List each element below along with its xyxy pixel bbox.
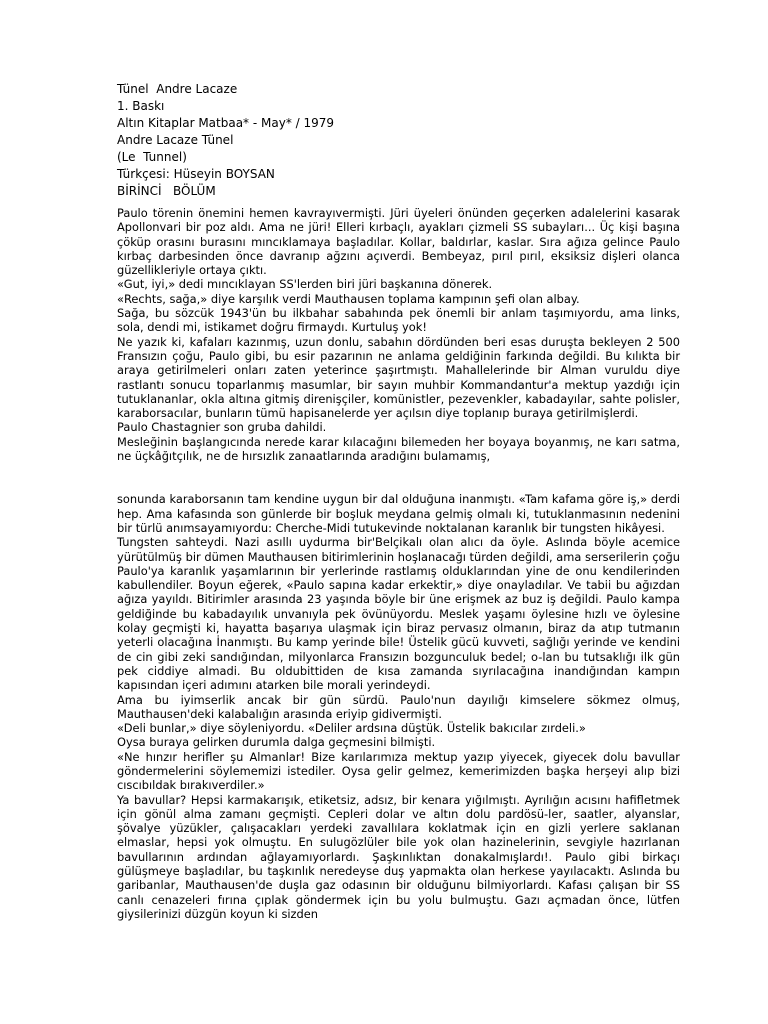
paragraph: «Deli bunlar,» diye söyleniyordu. «Deliler ardsına düştük. Üstelik bakıcılar zırdeli.» [117, 721, 586, 736]
paragraph: sonunda karaborsanın tam kendine uygun bir dal olduğuna inanmıştı. «Tam kafama göre iş,» derdi hep. Ama kafasında son günlerde bir boşluk meydana gelmiş olmalı ki, tutuklanmasının nedenini bir türlü anımsayamıyordu: Cherche-Midi tutukevinde noktalanan karanlık bir tungsten hikâyesi. [117, 492, 680, 535]
paragraph: «Gut, iyi,» dedi mıncıklayan SS'lerden biri jüri başkanına dönerek. [117, 277, 493, 292]
paragraph: Oysa buraya gelirken durumla dalga geçmesini bilmişti. [117, 735, 436, 750]
paragraph-gap [117, 463, 680, 492]
paragraph: Ne yazık ki, kafaları kazınmış, uzun donlu, sabahın dördünden beri esas duruşta bekleyen 2 500 Fransızın çoğu, Paulo gibi, bu esir pazarının ne anlama geldiğinin farkında değildi. Bu kılıkta bir araya getirilmeleri onları zaten yeterince şaşırtmıştı. Mahallelerinde bir Alman vuruldu diye rastlantı sonucu toparlanmış masumlar, bir sayın muhbir Kommandantur'a mektup yazdığı için tutuklananlar, okla altına gitmiş direnişçiler, komünistler, pezevenkler, kabadayılar, sahte polisler, karaborsacılar, bunların tümü hapisanelerde yer açılsın diye toplanıp buraya getirilmişlerdi. [117, 334, 680, 421]
original-title-line: (Le Tunnel) [117, 150, 187, 164]
paragraph: Ama bu iyimserlik ancak bir gün sürdü. Paulo'nun dayılığı kimselere sökmez olmuş, Mauthausen'deki kalabalığın arasında eriyip gidivermişti. [117, 692, 680, 721]
book-header [117, 81, 677, 200]
paragraph: Sağa, bu sözcük 1943'ün bu ilkbahar sabahında pek önemli bir anlam taşımıyordu, ama links, sola, dendi mi, istikamet doğru firmaydı. Kurtuluş yok! [117, 306, 680, 335]
paragraph: «Rechts, sağa,» diye karşılık verdi Mauthausen toplama kampının şefi olan albay. [117, 291, 580, 306]
chapter-heading: BİRİNCİ BÖLÜM [117, 184, 216, 198]
document-body [117, 206, 680, 921]
paragraph: Paulo törenin önemini hemen kavrayıvermişti. Jüri üyeleri önünden geçerken adalelerini kasarak Apollonvari bir poz aldı. Ama ne jüri! Elleri kırbaçlı, ayakları çizmeli SS subayları... Üç kişi başına çöküp orasını burasını mıncıklamaya başladılar. Kollar, baldırlar, kaslar. Sıra ağıza gelince Paulo kırbaç darbesinden önce davranıp ağzını açıverdi. Bembeyaz, pırıl pırıl, eksiksiz dişleri olanca güzellikleriyle ortaya çıktı. [117, 206, 680, 278]
author-title-line: Andre Lacaze Tünel [117, 133, 234, 147]
paragraph: Tungsten sahteydi. Nazi asıllı uydurma bir'Belçikalı olan alıcı da öyle. Aslında böyle acemice yürütülmüş bir dümen Mauthausen bitirimlerinin hoşlanacağı türden değildi, ama serserilerin çoğu Paulo'ya karanlık yaşamlarının bir yerlerinde rastlamış olduklarından yine de onu kendilerinden kabullendiler. Boyun eğerek, «Paulo sapına kadar erkektir,» diye onayladılar. Ve tabii bu ağızdan ağıza yayıldı. Bitirimler arasında 23 yaşında böyle bir üne erişmek az buz iş değildi. Paulo kampa geldiğinde bu kabadayılık unvanıyla pek övünüyordu. Meslek yaşamı öylesine hızlı ve öylesine kolay geçmişti ki, hayatta başarıya ulaşmak için biraz pervasız olmanın, biraz da atıp tutmanın yeterli olacağına İnanmıştı. Bu kamp yerinde bile! Üstelik gücü kuvveti, sağlığı yerinde ve kendini de cin gibi zeki sandığından, milyonlarca Fransızın bozgunculuk bedel; o-lan bu tutsaklığı ilk gün pek ciddiye almadi. Bu oldubittiden de kısa zamanda sıyrılacağına inandığından kampın kapısından içeri adımını atarken bile morali yerindeydi. [117, 535, 680, 693]
paragraph: «Ne hınzır herifler şu Almanlar! Bize karılarımıza mektup yazıp yiyecek, giyecek dolu bavullar göndermelerini söylememizi istediler. Oysa gelir gelmez, kemerimizden başka herşeyi alıp bizi cıscıbıldak bırakıverdiler.» [117, 749, 680, 793]
book-title-line: Tünel Andre Lacaze [117, 82, 238, 96]
publisher-line: Altın Kitaplar Matbaa* - May* / 1979 [117, 116, 335, 130]
paragraph: Ya bavullar? Hepsi karmakarışık, etiketsiz, adsız, bir kenara yığılmıştı. Ayrılığın acısını hafifletmek için gönül alma zamanı geçmişti. Cepleri dolar ve altın dolu pardösü-ler, saatler, alyanslar, şövalye yüzükler, çalışacakları yerdeki zavallılara koklatmak için en gizli yerlere saklanan elmaslar, hepsi yok olmuştu. En sulugözlüler bile yok olan hazinelerinin, sevgiyle hazırlanan bavullarının ardından ağlayamıyorlardı. Şaşkınlıktan donakalmışlardı!. Paulo gibi birkaçı gülüşmeye başladılar, bu taşkınlık neredeyse duş yapmakta olan herkese yayılacaktı. Aslında bu garibanlar, Mauthausen'de duşla gaz odasının bir olduğunu bilmiyorlardı. Kafası çalışan bir SS canlı cenazeleri fırına çıplak göndermek için bu yolu bulmuştu. Gazı açmadan önce, lütfen giysilerinizi düzgün koyun ki sizden [117, 792, 680, 921]
edition-line: 1. Baskı [117, 99, 165, 113]
paragraph: Mesleğinin başlangıcında nerede karar kılacağını bilemeden her boyaya boyanmış, ne karı satma, ne üçkâğıtçılık, ne de hırsızlık zanaatlarında aradığını bulamamış, [117, 434, 680, 464]
paragraph: Paulo Chastagnier son gruba dahildi. [117, 420, 327, 435]
translator-line: Türkçesi: Hüseyin BOYSAN [117, 167, 275, 181]
